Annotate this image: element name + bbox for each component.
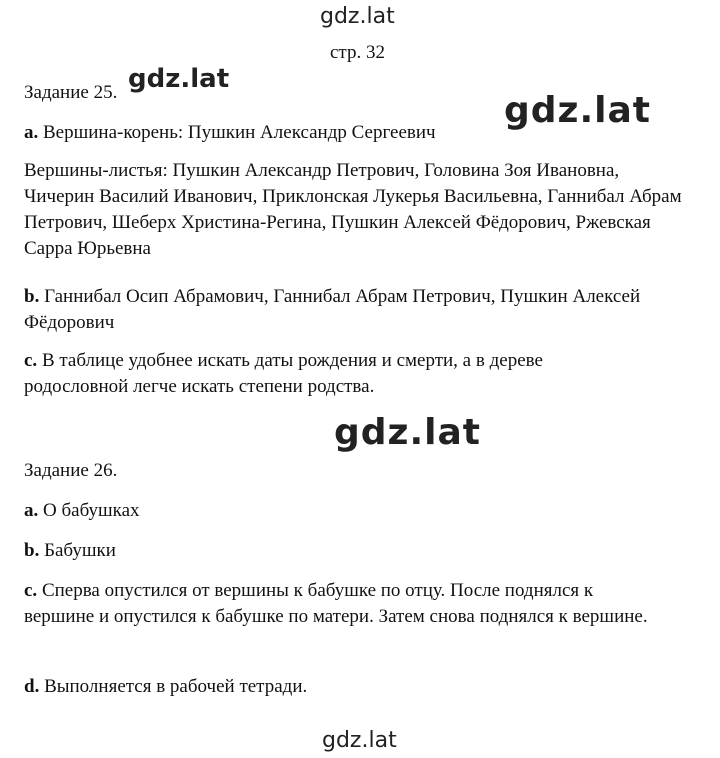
item-text: Вершина-корень: Пушкин Александр Сергеевич [43,122,436,143]
task-25-title: Задание 25. [24,82,118,103]
item-label: d. [24,676,40,697]
item-label: a. [24,500,39,521]
task-26-title: Задание 26. [24,460,118,481]
task-25-item-b [24,284,684,336]
watermark-top: gdz.lat [320,4,395,29]
watermark-right: gdz.lat [504,90,652,131]
item-label: a. [24,122,39,143]
item-label: c. [24,580,38,601]
task-25-item-c [24,348,544,400]
watermark-inline: gdz.lat [128,64,230,94]
task-25-item-a [24,120,504,146]
task-26-item-c [24,578,664,630]
item-text: О бабушках [43,500,140,521]
item-label: b. [24,540,40,561]
watermark-middle: gdz.lat [334,412,482,453]
task-26-item-a [24,498,704,524]
task-26-item-b [24,538,704,564]
page-number: стр. 32 [330,42,385,63]
task-25-leaves: Вершины-листья: Пушкин Александр Петрович, Головина Зоя Ивановна, Чичерин Василий Иванович, Приклонская Лукерья Васильевна, Ганнибал Абрам Петрович, Шеберх Христина-Регина, Пушкин Алексей Фёдорович, Ржевская Сарра Юрьевна [24,160,682,259]
item-text: Выполняется в рабочей тетради. [44,676,308,697]
item-text: В таблице удобнее искать даты рождения и смерти, а в дереве родословной легче искать степени родства. [24,350,543,397]
item-label: b. [24,286,40,307]
item-label: c. [24,350,38,371]
item-text: Сперва опустился от вершины к бабушке по отцу. После поднялся к вершине и опустился к бабушке по матери. Затем снова поднялся к вершине. [24,580,648,627]
item-text: Ганнибал Осип Абрамович, Ганнибал Абрам Петрович, Пушкин Алексей Фёдорович [24,286,641,333]
item-text: Бабушки [44,540,116,561]
watermark-bottom: gdz.lat [322,728,397,753]
task-26-item-d [24,674,704,700]
